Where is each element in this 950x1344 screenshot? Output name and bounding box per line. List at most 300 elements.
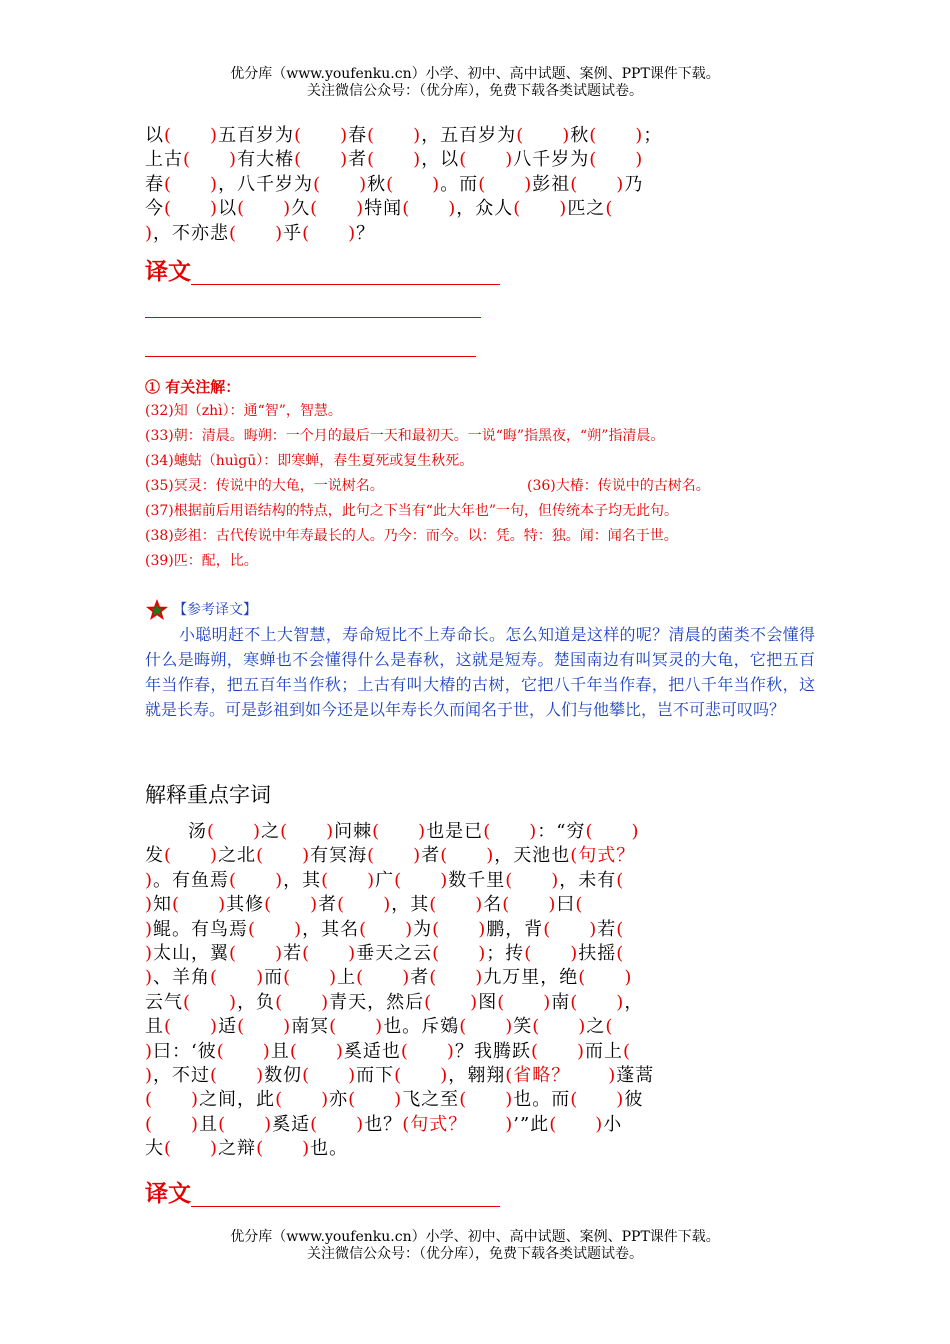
blank-answer-slot[interactable]	[532, 943, 570, 964]
blank-answer-slot[interactable]	[402, 870, 440, 891]
blank-answer-slot[interactable]	[440, 919, 478, 940]
bracket: (	[294, 125, 303, 146]
text-segment: 笑	[513, 1016, 533, 1038]
blank-answer-slot[interactable]	[172, 845, 210, 866]
bracket: )	[446, 1040, 455, 1062]
text-segment: ，五百岁为	[421, 125, 517, 146]
text-segment: 奚适也	[343, 1040, 401, 1062]
text-segment: 匹之	[567, 198, 606, 220]
blank-answer-slot[interactable]	[272, 894, 310, 915]
text-segment: 乎	[283, 222, 303, 244]
bracket: (	[616, 918, 625, 940]
text-segment: 之北	[218, 845, 257, 867]
bracket: )	[475, 967, 484, 989]
bracket: (	[172, 894, 181, 916]
bracket: )	[432, 173, 441, 195]
reference-text: 小聪明赶不上大智慧，寿命短比不上寿命长。怎么知道是这样的呢？清晨的菌类不会懂得什么是晦朔，寒蝉也不会懂得什么是春秋，这就是短寿。楚国南边有叫冥灵的大龟，它把五百年当作春，把五百年当作秋；上古有叫大椿的古树，它把八千年当作春，把八千年当作秋，这就是长寿。可是彭祖到如今还是以年寿长久而闻名于世，人们与他攀比，岂不可悲可叹吗？	[145, 625, 815, 719]
blank-answer-slot[interactable]	[513, 870, 551, 891]
text-segment: ：“穷	[537, 821, 586, 842]
bracket: (	[145, 1113, 154, 1135]
bracket: (	[289, 1040, 298, 1062]
bracket: )	[478, 918, 487, 940]
text-segment: ，不过	[153, 1065, 211, 1087]
text-segment: 也是已	[426, 821, 484, 842]
text-line	[145, 820, 815, 844]
bracket: (	[623, 1040, 632, 1062]
blank-answer-slot[interactable]	[539, 1041, 577, 1062]
text-segment: 。有鱼焉	[153, 869, 230, 891]
text-segment: 有大椿	[237, 149, 295, 171]
blank-answer-slot[interactable]	[510, 894, 548, 915]
reference-translation	[145, 598, 815, 722]
text-line	[145, 197, 815, 221]
exercise-2-passage	[145, 820, 815, 1162]
blank-answer-slot[interactable]	[586, 967, 624, 988]
bracket: (	[310, 1113, 319, 1135]
blank-answer-slot[interactable]	[172, 125, 210, 146]
bracket: (	[505, 869, 514, 891]
blank-answer-slot[interactable]	[432, 992, 470, 1013]
bracket: (	[372, 821, 381, 842]
blank-answer-slot[interactable]	[226, 1114, 264, 1135]
blank-answer-slot[interactable]	[310, 1065, 348, 1086]
annotation-item: (35)冥灵：传说中的大龟，一说树名。	[145, 478, 384, 494]
bracket: )	[145, 918, 154, 940]
text-segment: 广	[375, 869, 395, 891]
blank-answer-slot[interactable]	[409, 1041, 447, 1062]
bracket: (	[256, 1138, 265, 1160]
bracket: (	[145, 1089, 154, 1111]
bracket: (	[337, 894, 346, 916]
bracket: )	[264, 1113, 273, 1135]
header-line-1: 优分库（www.youfenku.cn）小学、初中、高中试题、案例、PPT课件下载。	[230, 66, 720, 82]
bracket: (	[478, 173, 487, 195]
text-line	[145, 844, 815, 868]
text-segment: 而上	[585, 1040, 624, 1062]
blank-answer-slot[interactable]	[321, 174, 359, 195]
reference-title: 【参考译文】	[173, 602, 257, 618]
blank-answer-slot[interactable]	[302, 125, 340, 146]
text-segment: 上	[337, 967, 357, 989]
text-segment: 曰：‘彼	[153, 1040, 217, 1062]
bracket: )	[616, 173, 625, 195]
bracket: (	[280, 821, 289, 842]
bracket: (	[585, 821, 594, 842]
bracket: )	[275, 869, 284, 891]
blank-answer-slot[interactable]	[288, 821, 326, 842]
blank-answer-slot[interactable]	[367, 919, 405, 940]
bracket: )	[595, 1113, 604, 1135]
blank-answer-slot[interactable]	[153, 1089, 191, 1110]
blank-answer-slot[interactable]	[394, 174, 432, 195]
bracket: )	[548, 894, 557, 916]
bracket: (	[516, 125, 525, 146]
text-segment: 、羊角	[153, 967, 211, 989]
bracket: )	[543, 991, 552, 1013]
bracket: )	[440, 1065, 449, 1087]
bracket: )	[329, 967, 338, 989]
bracket: )	[529, 821, 538, 842]
bracket: )	[348, 222, 357, 244]
blank-answer-slot[interactable]	[264, 845, 302, 866]
blank-answer-slot[interactable]	[467, 1114, 505, 1135]
annotations	[145, 376, 825, 574]
page-header	[0, 66, 950, 100]
blank-answer-slot[interactable]	[180, 894, 218, 915]
blank-answer-slot[interactable]	[597, 149, 635, 170]
bracket: )	[302, 845, 311, 867]
bracket: )	[624, 967, 633, 989]
blank-answer-slot[interactable]	[375, 149, 413, 170]
text-segment: 也。斥鴳	[383, 1016, 460, 1038]
text-segment: 鲲。有鸟焉	[153, 918, 249, 940]
bracket: )	[635, 125, 644, 146]
blank-answer-slot[interactable]	[256, 919, 294, 940]
blank-answer-slot[interactable]	[310, 223, 348, 244]
bracket: )	[335, 1040, 344, 1062]
blank-answer-slot[interactable]	[437, 894, 475, 915]
bracket: (	[321, 869, 330, 891]
bracket: (	[275, 991, 284, 1013]
bracket: )	[383, 894, 392, 916]
text-segment: ，以	[421, 149, 460, 171]
star-icon	[145, 598, 169, 622]
translation-row-2	[145, 1181, 500, 1207]
annotations-title: ① 有关注解：	[145, 378, 241, 396]
blank-answer-slot[interactable]	[153, 1114, 191, 1135]
blank-answer-slot[interactable]	[172, 174, 210, 195]
blank-answer-slot[interactable]	[578, 174, 616, 195]
bracket: )	[210, 125, 219, 146]
bracket: (	[207, 821, 216, 842]
blank-answer-slot[interactable]	[467, 1089, 505, 1110]
bracket: (	[605, 198, 614, 220]
blank-answer-slot[interactable]	[237, 223, 275, 244]
footer-line-2: 关注微信公众号：（优分库），免费下载各类试题试卷。	[307, 1246, 643, 1262]
blank-answer-slot[interactable]	[191, 992, 229, 1013]
blank-answer-slot[interactable]	[375, 845, 413, 866]
translation-answer-line[interactable]	[191, 284, 500, 285]
bracket: (	[432, 943, 441, 965]
bracket: )	[302, 1138, 311, 1160]
blank-answer-slot[interactable]	[364, 967, 402, 988]
blank-answer-slot[interactable]	[264, 1138, 302, 1159]
bracket: )	[505, 1089, 514, 1111]
blank-answer-slot[interactable]	[310, 943, 348, 964]
blank-answer-slot[interactable]	[237, 870, 275, 891]
blank-answer-slot[interactable]	[486, 174, 524, 195]
text-segment: ，负	[237, 991, 276, 1013]
blank-answer-slot[interactable]	[578, 1089, 616, 1110]
blank-answer-slot[interactable]	[557, 1114, 595, 1135]
bracket: (	[589, 149, 598, 171]
blank-answer-slot[interactable]	[218, 1065, 256, 1086]
text-segment: 彼	[624, 1089, 644, 1111]
blank-answer-slot[interactable]	[551, 919, 589, 940]
text-segment: 飞之至	[402, 1089, 460, 1111]
text-segment: ？我腾跃	[454, 1040, 531, 1062]
blank-answer-slot[interactable]	[597, 125, 635, 146]
bracket: )	[578, 1016, 587, 1038]
translation-answer-line[interactable]	[191, 1206, 500, 1207]
bracket: (	[237, 198, 246, 220]
blank-answer-slot[interactable]	[172, 1138, 210, 1159]
bracket: )	[589, 918, 598, 940]
text-segment: 也？	[364, 1113, 403, 1135]
bracket: )	[356, 1113, 365, 1135]
blank-answer-slot[interactable]	[337, 1016, 375, 1037]
blank-answer-slot[interactable]	[318, 198, 356, 219]
blank-answer-slot[interactable]	[172, 1016, 210, 1037]
bracket: (	[210, 1065, 219, 1087]
bracket: )	[505, 1113, 514, 1135]
bracket: )	[359, 173, 368, 195]
blank-answer-slot[interactable]	[283, 1089, 321, 1110]
blank-answer-slot[interactable]	[245, 198, 283, 219]
blank-answer-slot[interactable]	[505, 992, 543, 1013]
text-segment: 扶摇	[578, 943, 617, 965]
annotation-item: (38)彭祖：古代传说中年寿最长的人。乃今：而今。以：凭。特：独。闻：闻名于世。	[145, 528, 678, 544]
text-line	[145, 966, 815, 990]
bracket: )	[340, 149, 349, 171]
text-line	[145, 869, 815, 893]
blank-answer-slot[interactable]	[578, 992, 616, 1013]
bracket: (	[164, 198, 173, 220]
bracket: (	[605, 1016, 614, 1038]
bracket: (	[164, 1016, 173, 1038]
bracket: (	[216, 1040, 225, 1062]
bracket: )	[551, 869, 560, 891]
bracket: (	[329, 1016, 338, 1038]
bracket: (	[283, 967, 292, 989]
text-segment: 上古	[145, 149, 183, 171]
bracket: (	[543, 918, 552, 940]
reference-header	[145, 598, 815, 622]
bracket: (	[513, 198, 522, 220]
text-segment: 且	[270, 1040, 290, 1062]
annotation-item: (34)蟪蛄（huìgū）：即寒蝉，春生夏死或复生秋死。	[145, 453, 474, 469]
bracket: )	[210, 173, 219, 195]
text-segment: 也。	[310, 1138, 349, 1160]
bracket: )	[310, 894, 319, 916]
bracket: (	[302, 222, 311, 244]
blank-answer-slot[interactable]	[448, 845, 486, 866]
blank-answer-slot[interactable]	[237, 943, 275, 964]
text-segment: 且	[199, 1113, 219, 1135]
bracket: (	[459, 149, 468, 171]
bracket: )	[631, 821, 640, 842]
blank-answer-slot[interactable]	[540, 1016, 578, 1037]
bracket: )	[413, 149, 422, 171]
page-footer	[0, 1229, 950, 1263]
text-segment: 图	[478, 991, 498, 1013]
text-segment: ，其名	[302, 918, 360, 940]
text-segment: 以	[145, 125, 164, 146]
text-segment: 发	[145, 845, 164, 867]
bracket: )	[283, 1016, 292, 1038]
blank-answer-slot[interactable]	[225, 1041, 263, 1062]
blank-answer-slot[interactable]	[380, 821, 418, 842]
text-line	[145, 148, 815, 172]
bracket: )	[616, 1089, 625, 1111]
bracket: )	[145, 943, 154, 965]
blank-answer-slot[interactable]	[467, 1016, 505, 1037]
bracket: )	[191, 1113, 200, 1135]
text-segment: 八千岁为	[513, 149, 590, 171]
bracket: )	[145, 869, 154, 891]
bracket: )	[470, 991, 479, 1013]
text-segment: 数仞	[264, 1065, 303, 1087]
bracket: )	[283, 198, 292, 220]
bracket: )	[210, 1138, 219, 1160]
bracket: )	[375, 1016, 384, 1038]
text-segment: 且	[145, 1016, 164, 1038]
text-line	[145, 124, 815, 148]
text-segment: 之间，此	[199, 1089, 276, 1111]
bracket: )	[616, 991, 625, 1013]
text-segment: 问棘	[334, 821, 373, 842]
text-segment: 五百岁为	[218, 125, 295, 146]
bracket: (省略？	[505, 1065, 571, 1087]
text-segment: 太山，翼	[153, 943, 230, 965]
bracket: (	[164, 1138, 173, 1160]
blank-answer-slot[interactable]	[437, 967, 475, 988]
blank-answer-slot[interactable]	[402, 1065, 440, 1086]
text-segment: 秋	[367, 173, 387, 195]
bracket: (	[400, 1040, 409, 1062]
blank-answer-slot[interactable]	[570, 1065, 608, 1086]
annotation-item: (39)匹：配，比。	[145, 553, 258, 569]
bracket: )	[294, 918, 303, 940]
blank-answer-slot[interactable]	[521, 198, 559, 219]
bracket: )	[635, 149, 644, 171]
text-line	[145, 1064, 815, 1088]
blank-answer-slot[interactable]	[245, 1016, 283, 1037]
text-line	[145, 222, 815, 246]
text-line	[145, 1040, 815, 1064]
bracket: )	[608, 1065, 617, 1087]
text-segment: 知	[153, 894, 173, 916]
bracket: (	[248, 918, 257, 940]
blank-answer-slot[interactable]	[440, 943, 478, 964]
bracket: )	[256, 1065, 265, 1087]
blank-answer-slot[interactable]	[375, 125, 413, 146]
text-segment: ’”此	[513, 1113, 550, 1135]
blank-answer-slot[interactable]	[283, 992, 321, 1013]
blank-answer-slot[interactable]	[329, 870, 367, 891]
text-segment: ；抟	[486, 943, 525, 965]
text-segment: 名	[483, 894, 503, 916]
translation-label: 译文	[145, 1180, 191, 1207]
blank-answer-slot[interactable]	[291, 967, 329, 988]
bracket: (	[429, 894, 438, 916]
bracket: (	[294, 149, 303, 171]
bracket: )	[340, 125, 349, 146]
text-line	[145, 991, 815, 1015]
blank-answer-slot[interactable]	[215, 821, 253, 842]
blank-answer-slot[interactable]	[491, 821, 529, 842]
text-segment: 特闻	[364, 198, 403, 220]
bracket: )	[275, 943, 284, 965]
bracket: )	[475, 894, 484, 916]
blank-answer-slot[interactable]	[318, 1114, 356, 1135]
blank-answer-slot[interactable]	[218, 967, 256, 988]
translation-answer-line[interactable]	[145, 356, 476, 357]
blank-answer-slot[interactable]	[345, 894, 383, 915]
bracket: (	[402, 198, 411, 220]
header-line-2: 关注微信公众号：（优分库），免费下载各类试题试卷。	[307, 83, 643, 99]
blank-answer-slot[interactable]	[593, 821, 631, 842]
bracket: (	[359, 918, 368, 940]
text-segment: 春	[145, 173, 164, 195]
text-line	[145, 1015, 815, 1039]
section-title: 解释重点字词	[145, 783, 271, 807]
bracket: (	[616, 943, 625, 965]
bracket: (	[367, 149, 376, 171]
blank-answer-slot[interactable]	[172, 198, 210, 219]
bracket: (	[386, 173, 395, 195]
blank-answer-slot[interactable]	[302, 149, 340, 170]
text-segment: 者	[410, 967, 430, 989]
text-segment: 小	[603, 1113, 623, 1135]
bracket: )	[218, 894, 227, 916]
bracket: (	[459, 1016, 468, 1038]
translation-answer-line[interactable]	[145, 317, 481, 318]
bracket: (	[549, 1113, 558, 1135]
bracket: )	[413, 845, 422, 867]
footer-line-1: 优分库（www.youfenku.cn）小学、初中、高中试题、案例、PPT课件下载。	[230, 1229, 720, 1245]
text-segment: ？	[356, 222, 376, 244]
bracket: )	[191, 1089, 200, 1111]
bracket: )	[326, 821, 335, 842]
bracket: (	[164, 173, 173, 195]
annotation-item: (37)根据前后用语结构的特点，此句之下当有“此大年也”一句，但传统本子均无此句。	[145, 503, 679, 519]
blank-answer-slot[interactable]	[191, 149, 229, 170]
bracket: (	[497, 991, 506, 1013]
bracket: )	[559, 198, 568, 220]
bracket: )	[210, 198, 219, 220]
bracket: )	[256, 967, 265, 989]
bracket: (	[264, 894, 273, 916]
blank-answer-slot[interactable]	[298, 1041, 336, 1062]
blank-answer-slot[interactable]	[356, 1089, 394, 1110]
bracket: (	[356, 967, 365, 989]
text-segment: 之辩	[218, 1138, 257, 1160]
bracket: )	[145, 222, 154, 244]
text-segment: 适	[218, 1016, 238, 1038]
bracket: )	[229, 991, 238, 1013]
bracket: )	[253, 821, 262, 842]
blank-answer-slot[interactable]	[467, 149, 505, 170]
bracket: )	[229, 149, 238, 171]
exercise-1-passage	[145, 124, 815, 246]
text-line	[145, 918, 815, 942]
text-segment: ，众人	[456, 198, 514, 220]
text-segment: 。而	[440, 173, 479, 195]
blank-answer-slot[interactable]	[410, 198, 448, 219]
text-segment: 之	[586, 1016, 606, 1038]
bracket: (	[575, 894, 584, 916]
text-segment: 九万里，绝	[483, 967, 579, 989]
text-segment: 久	[291, 198, 311, 220]
bracket: (	[183, 991, 192, 1013]
text-segment: 曰	[556, 894, 576, 916]
text-segment: ；	[643, 125, 663, 146]
blank-answer-slot[interactable]	[524, 125, 562, 146]
text-segment: 若	[597, 918, 617, 940]
text-segment: 青天，然后	[329, 991, 425, 1013]
bracket: (	[302, 1065, 311, 1087]
